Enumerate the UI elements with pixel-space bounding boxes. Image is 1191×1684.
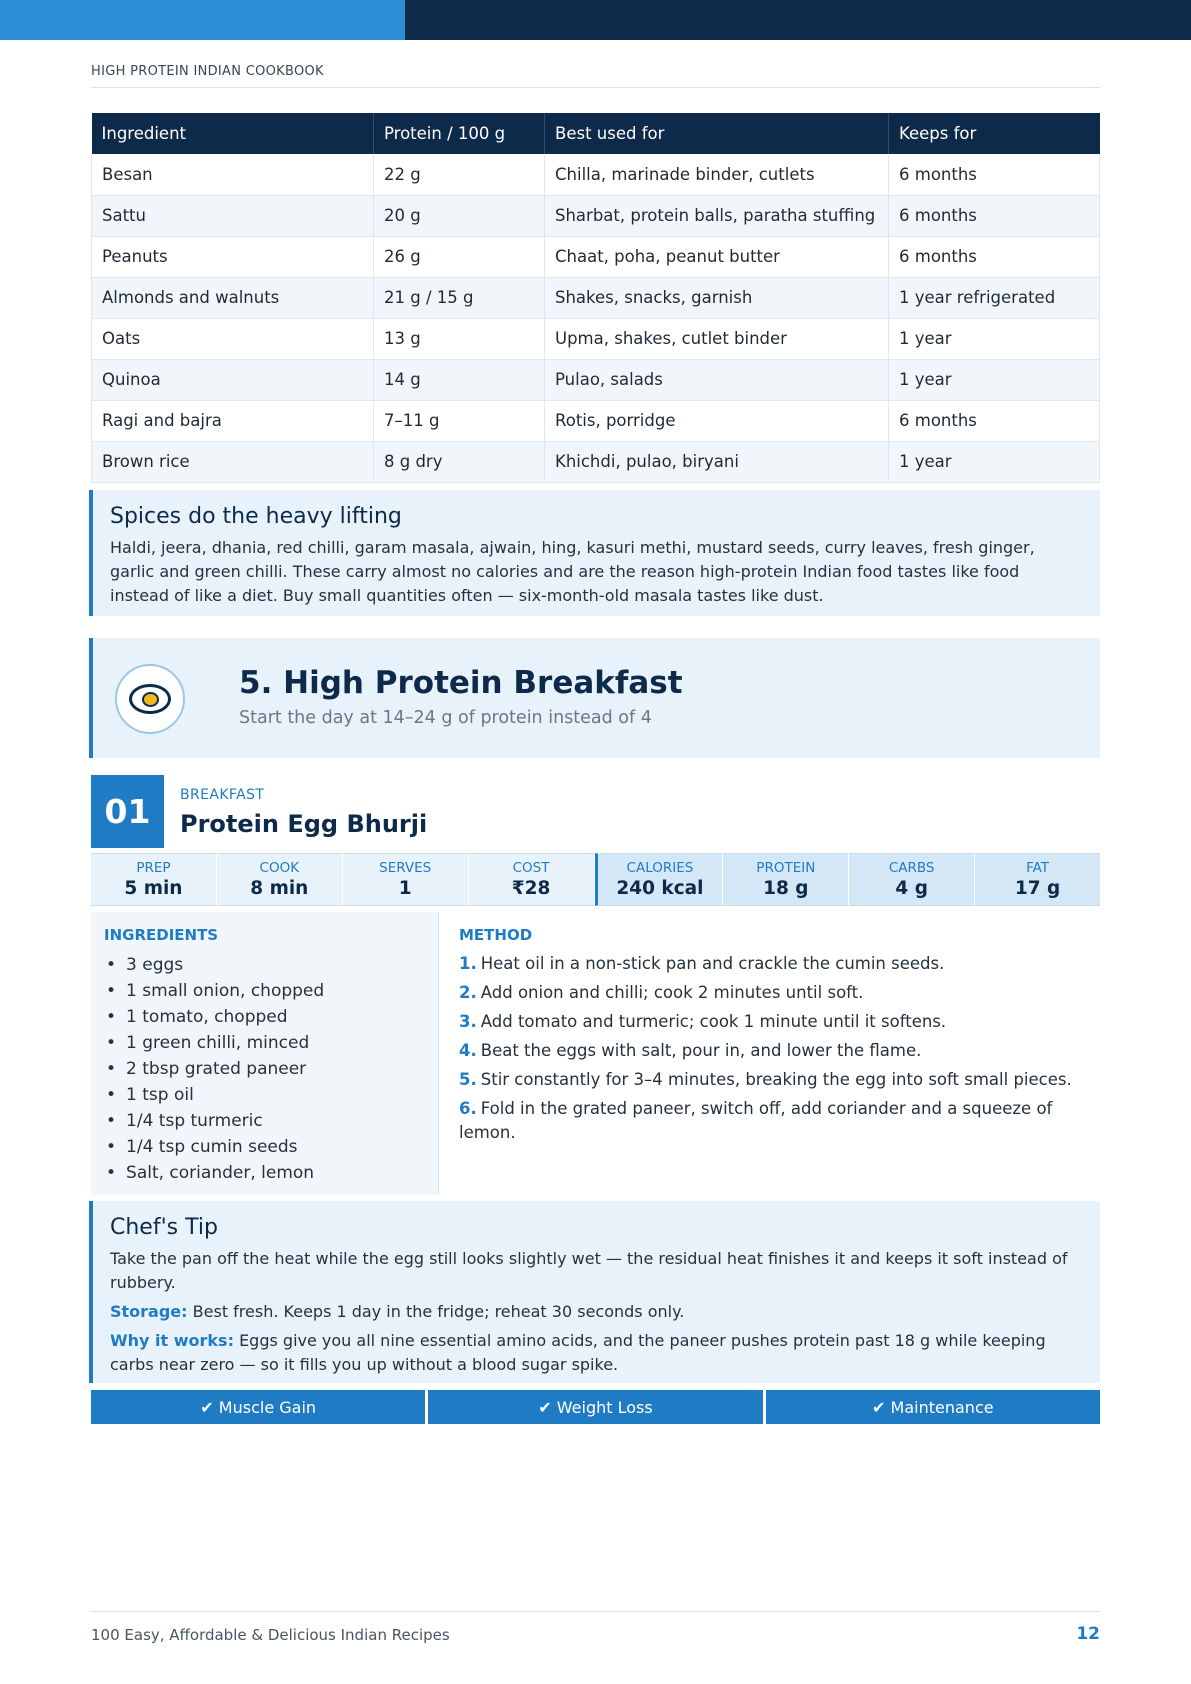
method-step	[459, 952, 1099, 976]
callout-title: Spices do the heavy lifting	[110, 504, 402, 529]
callout-body: Haldi, jeera, dhania, red chilli, garam masala, ajwain, hing, kasuri methi, mustard seeds, curry leaves, fresh ginger, garlic and green chilli. These carry almost no calories and are the reason high-protein Indian food tastes like food instead of like a diet. Buy small quantities often — six-month-old masala tastes like dust.	[110, 538, 1035, 605]
table-cell: 14 g	[374, 359, 545, 400]
why-note	[110, 1329, 1083, 1377]
column-header: Ingredient	[92, 113, 374, 154]
table-row	[92, 277, 1100, 318]
stat-value: 17 g	[1014, 878, 1061, 899]
top-color-bar	[0, 0, 1191, 40]
table-header-row	[92, 113, 1100, 154]
table-cell: Peanuts	[92, 236, 374, 277]
stat-value: 5 min	[124, 878, 183, 899]
spices-callout	[89, 490, 1100, 616]
stat-label: PROTEIN	[756, 860, 816, 876]
table-cell: 6 months	[889, 236, 1100, 277]
running-header: HIGH PROTEIN INDIAN COOKBOOK	[91, 64, 324, 79]
table-row	[92, 318, 1100, 359]
step-number: 4.	[459, 1041, 477, 1060]
method-step	[459, 1039, 1099, 1063]
step-text: Beat the eggs with salt, pour in, and lower the flame.	[480, 1041, 922, 1060]
header-divider	[91, 87, 1100, 88]
table-cell: 1 year	[889, 318, 1100, 359]
list-item: • 1/4 tsp cumin seeds	[104, 1134, 425, 1160]
table-row	[92, 195, 1100, 236]
stat-value: 8 min	[250, 878, 309, 899]
stat-fat	[975, 853, 1100, 906]
ingredients-list	[104, 952, 425, 1186]
table-cell: 6 months	[889, 400, 1100, 441]
ingredients-panel	[91, 912, 439, 1195]
table-cell: 8 g dry	[374, 441, 545, 482]
table-row	[92, 400, 1100, 441]
table-cell: 6 months	[889, 195, 1100, 236]
stat-value: 1	[398, 878, 412, 899]
table-row	[92, 441, 1100, 482]
page-number: 12	[1076, 1624, 1100, 1644]
fried-egg-icon	[115, 664, 185, 734]
why-text: Eggs give you all nine essential amino acids, and the paneer pushes protein past 18 g while keeping carbs near zero — so it fills you up without a blood sugar spike.	[110, 1331, 1046, 1374]
method-step	[459, 1010, 1099, 1034]
list-item: • 2 tbsp grated paneer	[104, 1056, 425, 1082]
table-cell: Ragi and bajra	[92, 400, 374, 441]
table-row	[92, 359, 1100, 400]
step-text: Fold in the grated paneer, switch off, add coriander and a squeeze of lemon.	[459, 1099, 1053, 1142]
step-text: Add tomato and turmeric; cook 1 minute until it softens.	[480, 1012, 947, 1031]
stat-cost	[469, 853, 595, 906]
table-cell: Khichdi, pulao, biryani	[545, 441, 889, 482]
table-cell: 1 year	[889, 359, 1100, 400]
storage-label: Storage:	[110, 1302, 188, 1321]
stat-protein	[723, 853, 849, 906]
stat-value: 240 kcal	[616, 878, 704, 899]
stat-calories	[595, 853, 724, 906]
table-cell: Besan	[92, 154, 374, 195]
stat-serves	[343, 853, 469, 906]
recipe-stats-bar	[91, 853, 1100, 906]
table-cell: Quinoa	[92, 359, 374, 400]
ingredients-heading: INGREDIENTS	[104, 926, 219, 944]
column-header: Best used for	[545, 113, 889, 154]
pantry-staples-table	[91, 113, 1100, 483]
tag-muscle-gain: ✔ Muscle Gain	[91, 1390, 425, 1424]
chef-tip-callout	[89, 1201, 1100, 1383]
table-cell: Sharbat, protein balls, paratha stuffing	[545, 195, 889, 236]
recipe-title: Protein Egg Bhurji	[180, 810, 428, 838]
chef-tip-body: Take the pan off the heat while the egg still looks slightly wet — the residual heat finishes it and keeps it soft instead of rubbery.	[110, 1249, 1068, 1292]
stat-carbs	[849, 853, 975, 906]
table-cell: Rotis, porridge	[545, 400, 889, 441]
list-item: • 1 tomato, chopped	[104, 1004, 425, 1030]
method-steps	[459, 952, 1099, 1145]
stat-cook	[217, 853, 343, 906]
table-cell: 26 g	[374, 236, 545, 277]
table-cell: 7–11 g	[374, 400, 545, 441]
table-cell: Chilla, marinade binder, cutlets	[545, 154, 889, 195]
list-item: • 1 small onion, chopped	[104, 978, 425, 1004]
recipe-number-badge: 01	[91, 775, 164, 848]
chef-tip-title: Chef's Tip	[110, 1215, 218, 1240]
stat-label: COOK	[259, 860, 300, 876]
step-text: Stir constantly for 3–4 minutes, breaking the egg into soft small pieces.	[480, 1070, 1072, 1089]
method-step	[459, 1068, 1099, 1092]
step-number: 5.	[459, 1070, 477, 1089]
stat-value: 4 g	[895, 878, 928, 899]
stat-prep	[91, 853, 217, 906]
table-cell: 6 months	[889, 154, 1100, 195]
chapter-banner	[89, 638, 1100, 758]
recipe-category: BREAKFAST	[180, 787, 265, 803]
table-cell: 1 year	[889, 441, 1100, 482]
step-number: 6.	[459, 1099, 477, 1118]
table-cell: Brown rice	[92, 441, 374, 482]
footer-book-title: 100 Easy, Affordable & Delicious Indian Recipes	[91, 1626, 450, 1644]
tag-weight-loss: ✔ Weight Loss	[428, 1390, 762, 1424]
chapter-subtitle: Start the day at 14–24 g of protein instead of 4	[239, 708, 652, 728]
top-bar-accent	[0, 0, 405, 40]
method-step	[459, 981, 1099, 1005]
chapter-title: 5. High Protein Breakfast	[239, 665, 683, 701]
column-header: Protein / 100 g	[374, 113, 545, 154]
table-cell: Almonds and walnuts	[92, 277, 374, 318]
step-text: Add onion and chilli; cook 2 minutes until soft.	[480, 983, 864, 1002]
table-cell: Sattu	[92, 195, 374, 236]
table-cell: Shakes, snacks, garnish	[545, 277, 889, 318]
stat-label: CALORIES	[626, 860, 694, 876]
list-item: • 1 green chilli, minced	[104, 1030, 425, 1056]
table-cell: 22 g	[374, 154, 545, 195]
list-item: • 1 tsp oil	[104, 1082, 425, 1108]
stat-label: CARBS	[888, 860, 935, 876]
table-cell: 13 g	[374, 318, 545, 359]
stat-label: FAT	[1026, 860, 1050, 876]
step-number: 1.	[459, 954, 477, 973]
table-row	[92, 236, 1100, 277]
top-bar-dark	[405, 0, 1191, 40]
goal-tags	[91, 1390, 1100, 1424]
step-number: 2.	[459, 983, 477, 1002]
table-cell: 20 g	[374, 195, 545, 236]
table-cell: 1 year refrigerated	[889, 277, 1100, 318]
table-cell: Chaat, poha, peanut butter	[545, 236, 889, 277]
tag-maintenance: ✔ Maintenance	[766, 1390, 1100, 1424]
table-cell: 21 g / 15 g	[374, 277, 545, 318]
list-item: • 1/4 tsp turmeric	[104, 1108, 425, 1134]
stat-label: PREP	[136, 860, 171, 876]
table-row	[92, 154, 1100, 195]
stat-value: 18 g	[763, 878, 809, 899]
column-header: Keeps for	[889, 113, 1100, 154]
stat-value: ₹28	[511, 878, 551, 899]
method-panel	[459, 926, 1099, 1150]
egg-white-shape	[129, 684, 171, 714]
list-item: • Salt, coriander, lemon	[104, 1160, 425, 1186]
step-text: Heat oil in a non-stick pan and crackle the cumin seeds.	[480, 954, 945, 973]
table-cell: Oats	[92, 318, 374, 359]
list-item: • 3 eggs	[104, 952, 425, 978]
stat-label: SERVES	[379, 860, 432, 876]
storage-text: Best fresh. Keeps 1 day in the fridge; reheat 30 seconds only.	[192, 1302, 685, 1321]
table-cell: Upma, shakes, cutlet binder	[545, 318, 889, 359]
method-step	[459, 1097, 1099, 1145]
step-number: 3.	[459, 1012, 477, 1031]
why-label: Why it works:	[110, 1331, 234, 1350]
egg-yolk-shape	[142, 692, 159, 707]
stat-label: COST	[512, 860, 550, 876]
storage-note	[110, 1300, 1083, 1324]
table-cell: Pulao, salads	[545, 359, 889, 400]
footer-divider	[91, 1611, 1100, 1612]
method-heading: METHOD	[459, 926, 533, 944]
